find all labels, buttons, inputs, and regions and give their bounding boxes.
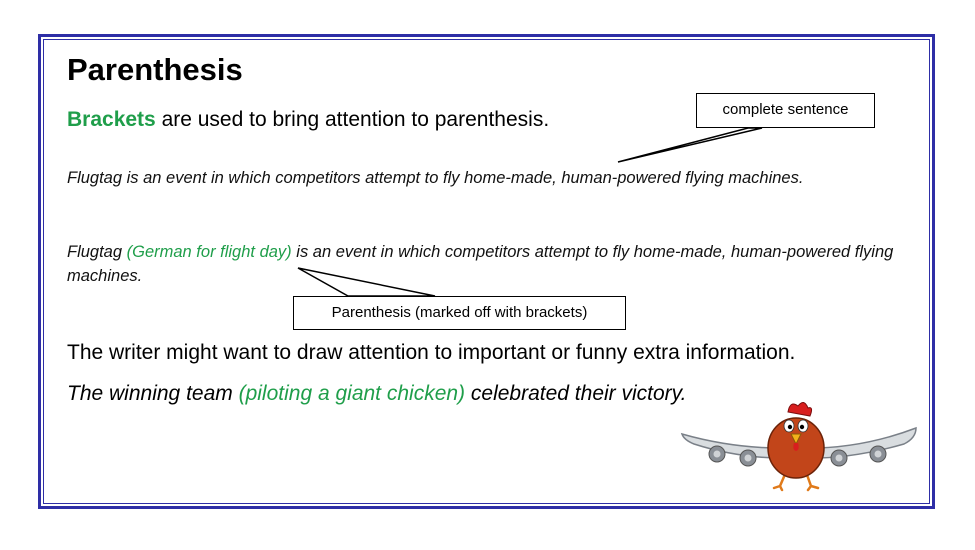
callout-pointer-complete-sentence (618, 128, 762, 162)
slide-title: Parenthesis (67, 52, 243, 87)
example-sentence-3 (67, 382, 686, 406)
example3-parenthesis: (piloting a giant chicken) (238, 382, 466, 405)
example-sentence-2 (67, 240, 897, 288)
example2-after: is an event in which competitors attempt to fly home-made, human-powered flying machines. (67, 243, 894, 285)
example3-after: celebrated their victory. (465, 382, 687, 405)
example3-before: The winning team (67, 382, 239, 405)
example-sentence-1: Flugtag is an event in which competitors attempt to fly home-made, human-powered flying machines. (67, 169, 804, 187)
intro-highlight: Brackets (67, 108, 156, 131)
callout-complete-sentence: complete sentence (696, 93, 875, 128)
statement-sentence: The writer might want to draw attention to important or funny extra information. (67, 341, 796, 364)
callout-parenthesis: Parenthesis (marked off with brackets) (293, 296, 626, 330)
example2-parenthesis: (German for flight day) (126, 243, 292, 261)
example2-before: Flugtag (67, 243, 127, 261)
chicken-airplane-icon (678, 398, 923, 493)
intro-rest: are used to bring attention to parenthesis. (155, 108, 550, 131)
